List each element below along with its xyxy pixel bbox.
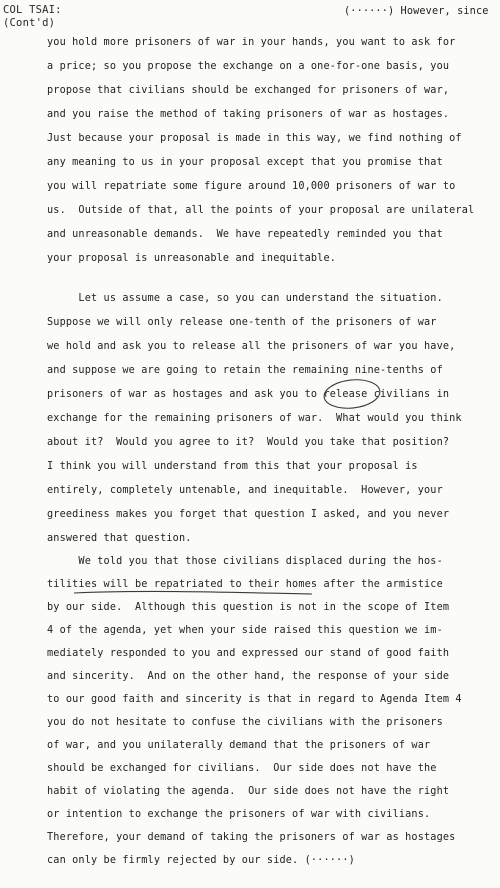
speaker-name: COL TSAI: — [3, 4, 62, 16]
text-line: tilities will be repatriated to their homes after the armistice — [47, 579, 443, 590]
text-line: or intention to exchange the prisoners of war with civilians. — [47, 809, 431, 820]
text-line: habit of violating the agenda. Our side does not have the right — [47, 786, 450, 797]
text-line: Therefore, your demand of taking the prisoners of war as hostages — [47, 832, 456, 843]
text-line: you hold more prisoners of war in your hands, you want to ask for — [47, 37, 456, 48]
text-line: and you raise the method of taking prisoners of war as hostages. — [47, 109, 450, 120]
text-line: propose that civilians should be exchanged for prisoners of war, — [47, 85, 450, 96]
text-line: can only be firmly rejected by our side. (······) — [47, 855, 355, 866]
text-line: We told you that those civilians displaced during the hos- — [47, 556, 443, 567]
text-line: prisoners of war as hostages and ask you to release civilians in — [47, 389, 450, 400]
text-line: by our side. Although this question is not in the scope of Item — [47, 602, 450, 613]
text-line: 4 of the agenda, yet when your side raised this question we im- — [47, 625, 443, 636]
text-line: Just because your proposal is made in this way, we find nothing of — [47, 133, 462, 144]
opening-line: (······) However, since — [344, 6, 489, 17]
text-line: greediness makes you forget that question I asked, and you never — [47, 509, 450, 520]
text-line: and unreasonable demands. We have repeatedly reminded you that — [47, 229, 443, 240]
speaker-label — [3, 4, 62, 30]
text-line: Let us assume a case, so you can understand the situation. — [47, 293, 443, 304]
speaker-continued: (Cont'd) — [3, 17, 56, 29]
text-line: Suppose we will only release one-tenth of the prisoners of war — [47, 317, 437, 328]
text-line: your proposal is unreasonable and inequitable. — [47, 253, 337, 264]
text-line: I think you will understand from this that your proposal is — [47, 461, 418, 472]
handwritten-underline — [74, 591, 312, 594]
text-line: you do not hesitate to confuse the civilians with the prisoners — [47, 717, 443, 728]
text-line: us. Outside of that, all the points of your proposal are unilateral — [47, 205, 475, 216]
text-line: to our good faith and sincerity is that in regard to Agenda Item 4 — [47, 694, 462, 705]
text-line: about it? Would you agree to it? Would you take that position? — [47, 437, 450, 448]
text-line: answered that question. — [47, 533, 192, 544]
text-line: a price; so you propose the exchange on a one-for-one basis, you — [47, 61, 450, 72]
text-line: and suppose we are going to retain the remaining nine-tenths of — [47, 365, 443, 376]
text-line: you will repatriate some figure around 10,000 prisoners of war to — [47, 181, 456, 192]
text-line: we hold and ask you to release all the prisoners of war you have, — [47, 341, 456, 352]
text-line: mediately responded to you and expressed our stand of good faith — [47, 648, 450, 659]
text-line: and sincerity. And on the other hand, the response of your side — [47, 671, 450, 682]
text-line: of war, and you unilaterally demand that the prisoners of war — [47, 740, 431, 751]
text-line: any meaning to us in your proposal except that you promise that — [47, 157, 443, 168]
text-line: exchange for the remaining prisoners of war. What would you think — [47, 413, 462, 424]
text-line: entirely, completely untenable, and inequitable. However, your — [47, 485, 443, 496]
text-line: should be exchanged for civilians. Our side does not have the — [47, 763, 437, 774]
